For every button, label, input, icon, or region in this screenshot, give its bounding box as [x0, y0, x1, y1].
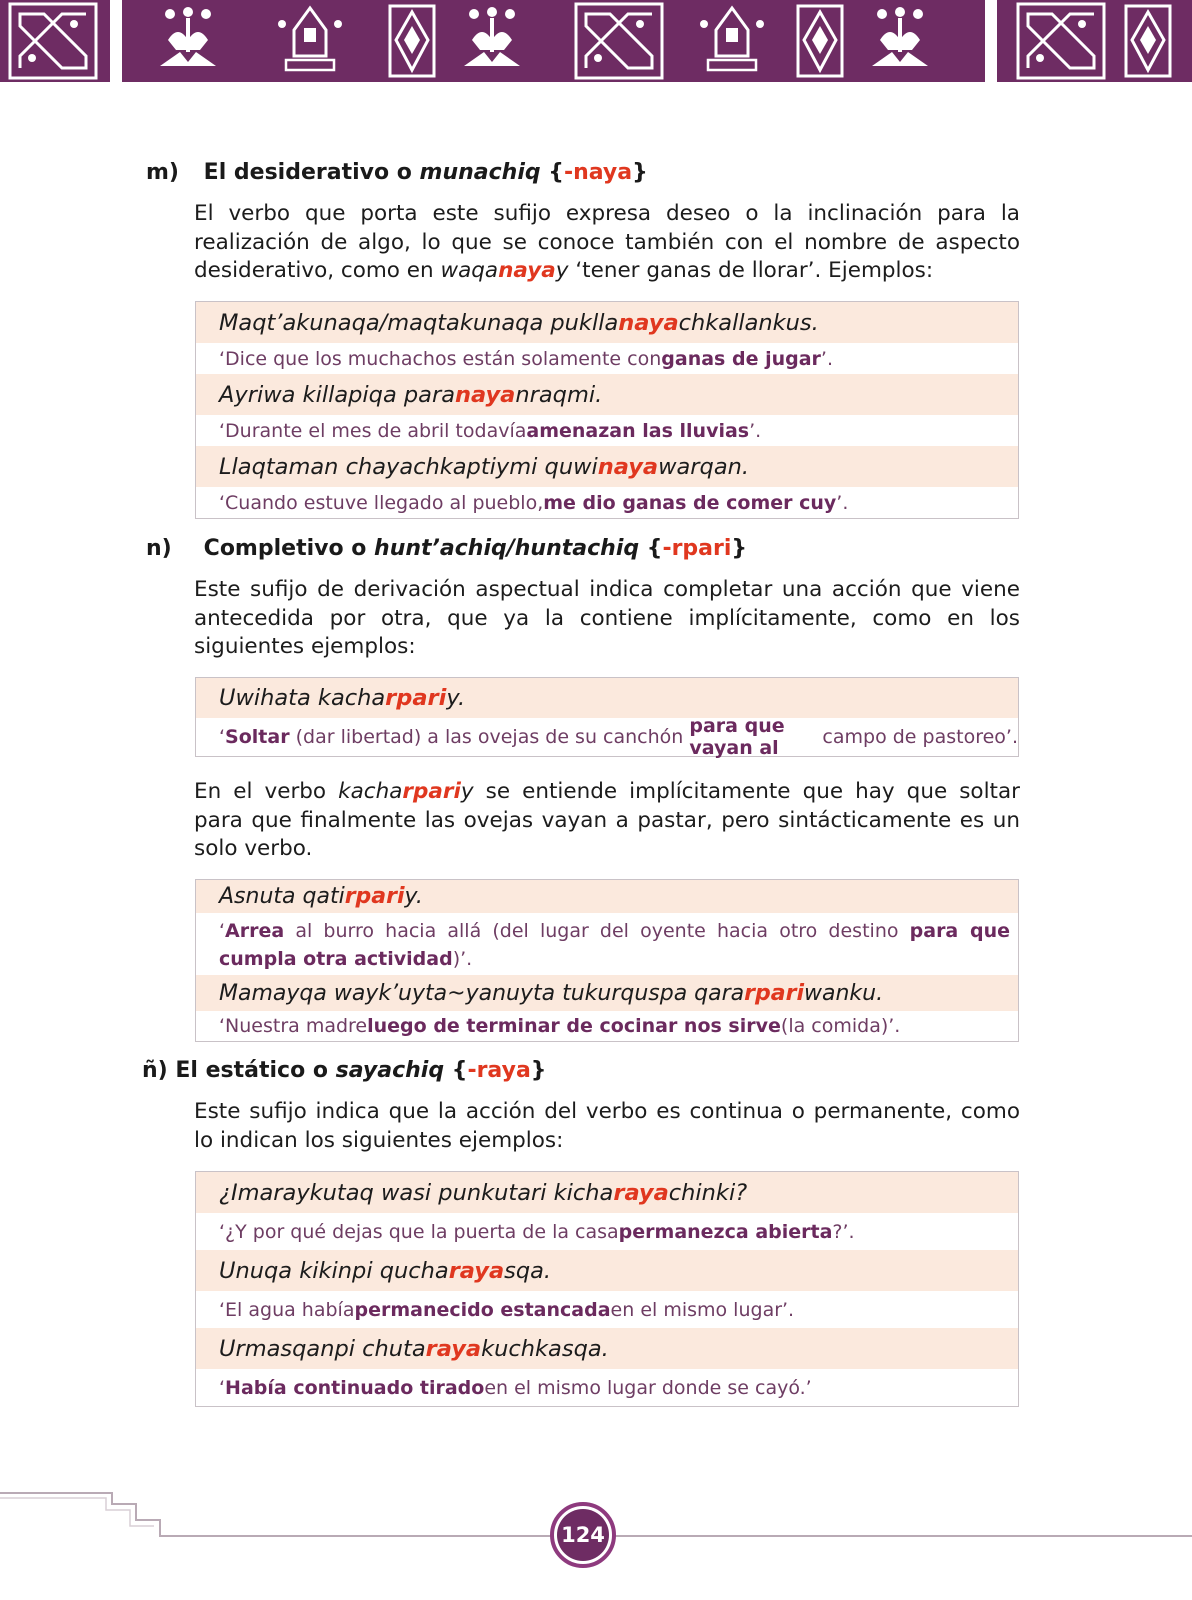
andean-textile-pattern-icon: [0, 0, 1192, 82]
translation-text: ‘¿Y por qué dejas que la puerta de la casa: [219, 1220, 619, 1243]
section-n-paragraph-2: [194, 778, 1020, 864]
translation-text: ‘Cuando estuve llegado al pueblo,: [219, 491, 544, 514]
quechua-text: Mamayqa wayk’uyta~yanuyta tukurquspa qara: [219, 980, 745, 1006]
quechua-text: Llaqtaman chayachkaptiymi quwi: [219, 453, 598, 480]
suffix-highlight: raya: [425, 1335, 482, 1362]
section-m-heading: [146, 160, 648, 185]
example-translation: [196, 343, 1018, 374]
quechua-text: wanku.: [804, 980, 884, 1006]
quechua-text: kuchkasqa.: [481, 1335, 609, 1362]
example-translation: [196, 715, 1018, 759]
translation-text: ‘: [219, 920, 226, 942]
example-quechua: [196, 1328, 1018, 1369]
page-number-badge: [550, 1502, 616, 1568]
translation-text: ’.: [820, 347, 834, 370]
quechua-text: Unuqa kikinpi qucha: [219, 1257, 449, 1284]
translation-bold: permanezca abierta: [618, 1220, 833, 1243]
example-quechua: [196, 1250, 1018, 1291]
section-title: Completivo o: [203, 536, 367, 561]
example-quechua: [196, 1172, 1018, 1213]
section-label: m): [146, 160, 179, 185]
quechua-text: Asnuta qati: [219, 884, 345, 909]
translation-bold: me dio ganas de comer cuy: [543, 491, 837, 514]
example-translation: [196, 487, 1018, 518]
section-title: El desiderativo o: [203, 160, 412, 185]
section-n-paragraph: Este sufijo de derivación aspectual indica completar una acción que viene antecedida por otra, que ya la contiene implícitamente, como en los siguientes ejemplos:: [194, 577, 1020, 659]
paragraph-text: ‘tener ganas de llorar’. Ejemplos:: [568, 258, 934, 283]
quechua-text: chkallankus.: [678, 309, 819, 336]
translation-text: ‘: [219, 1376, 226, 1399]
suffix-highlight: rpari: [744, 980, 804, 1006]
translation-bold: amenazan las lluvias: [526, 419, 750, 442]
quechua-text: ¿Imaraykutaq wasi punkutari kicha: [219, 1179, 614, 1206]
section-title-quechua: sayachiq: [335, 1058, 445, 1083]
suffix-highlight: naya: [455, 381, 516, 408]
suffix-brace-close: }: [632, 160, 648, 185]
quechua-text: y.: [446, 685, 466, 711]
translation-text: ?’.: [832, 1220, 855, 1243]
suffix-highlight: naya: [498, 258, 556, 283]
example-quechua: [196, 880, 1018, 913]
example-translation: [196, 1011, 1018, 1041]
section-title: El estático o: [175, 1058, 328, 1083]
section-n-heading: [146, 536, 747, 561]
examples-table-ñ: [195, 1171, 1019, 1407]
example-word-end: y: [460, 779, 474, 804]
section-ñ-paragraph: Este sufijo indica que la acción del verbo es continua o permanente, como lo indican los siguientes ejemplos:: [194, 1099, 1020, 1153]
example-quechua: [196, 446, 1018, 487]
suffix-highlight: rpari: [385, 685, 447, 711]
example-translation: [196, 913, 1018, 975]
quechua-text: chinki?: [668, 1179, 748, 1206]
translation-text: (dar libertad) a las ovejas de su canchón: [289, 726, 690, 748]
translation-bold: para que vayan al: [689, 715, 785, 759]
section-label: ñ): [142, 1058, 168, 1083]
translation-text: ‘Durante el mes de abril todavía: [219, 419, 527, 442]
translation-text: en el mismo lugar donde se cayó.’: [484, 1376, 812, 1399]
suffix-highlight: naya: [618, 309, 679, 336]
example-quechua: [196, 678, 1018, 718]
section-ñ-heading: [142, 1058, 546, 1083]
suffix-highlight: naya: [597, 453, 659, 480]
quechua-text: nraqmi.: [515, 381, 603, 408]
section-label: n): [146, 536, 172, 561]
quechua-text: y.: [404, 884, 423, 909]
paragraph-text: se entiende implícitamente que hay que soltar para que finalmente las ovejas vayan a pastar, pero sintácticamente es un solo verbo.: [194, 779, 1020, 861]
translation-text: ‘Nuestra madre: [219, 1015, 368, 1037]
section-title-quechua: munachiq: [419, 160, 541, 185]
translation-text: ‘El agua había: [219, 1298, 355, 1321]
suffix-name: -raya: [467, 1058, 531, 1083]
paragraph-text: En el verbo: [194, 779, 339, 804]
suffix-highlight: rpari: [402, 779, 461, 804]
translation-text: (la comida)’.: [780, 1015, 901, 1037]
example-translation: [196, 1369, 1018, 1406]
examples-table-m: [195, 301, 1019, 519]
section-title-quechua: hunt’achiq/huntachiq: [374, 536, 640, 561]
paragraph-text: El verbo que porta este sufijo expresa deseo o la inclinación para la realización de algo, lo que se conoce también con el nombre de aspecto desiderativo, como en: [194, 201, 1020, 283]
translation-text: ’.: [749, 419, 762, 442]
suffix-name: -rpari: [662, 536, 732, 561]
example-quechua: [196, 975, 1018, 1011]
translation-text: ‘: [219, 726, 226, 748]
quechua-text: Urmasqanpi chuta: [219, 1335, 426, 1362]
example-word: kacha: [338, 779, 403, 804]
suffix-brace-open: {: [548, 160, 564, 185]
examples-table-n2: [195, 879, 1019, 1042]
quechua-text: Ayriwa killapiqa para: [219, 381, 455, 408]
translation-bold: para que cumpla otra actividad: [219, 920, 1010, 970]
header-pattern-band: [0, 0, 1192, 82]
example-quechua: [196, 302, 1018, 343]
translation-bold: ganas de jugar: [661, 347, 821, 370]
suffix-brace-open: {: [646, 536, 663, 561]
example-quechua: [196, 374, 1018, 415]
example-word: waqa: [440, 258, 499, 283]
translation-bold: Había continuado tirado: [225, 1376, 485, 1399]
suffix-brace-open: {: [451, 1058, 468, 1083]
example-translation: [196, 1213, 1018, 1250]
quechua-text: warqan.: [658, 453, 750, 480]
translation-bold: permanecido estancada: [354, 1298, 611, 1321]
suffix-highlight: raya: [448, 1257, 505, 1284]
translation-text: )’.: [452, 948, 473, 970]
suffix-highlight: rpari: [344, 884, 405, 909]
example-word-end: y: [555, 258, 569, 283]
suffix-name: -naya: [563, 160, 633, 185]
translation-text: campo de pastoreo’.: [816, 726, 1018, 748]
page-number: 124: [557, 1509, 609, 1561]
section-m-paragraph: [194, 200, 1020, 286]
quechua-text: sqa.: [504, 1257, 552, 1284]
suffix-brace-close: }: [731, 536, 748, 561]
suffix-brace-close: }: [530, 1058, 547, 1083]
translation-text: ‘Dice que los muchachos están solamente con: [219, 347, 662, 370]
translation-bold: Arrea: [225, 920, 285, 942]
translation-bold: Soltar: [225, 726, 290, 748]
examples-table-n1: [195, 677, 1019, 757]
translation-bold: luego de terminar de cocinar nos sirve: [367, 1015, 781, 1037]
quechua-text: Maqt’akunaqa/maqtakunaqa puklla: [219, 309, 619, 336]
translation-text: ’.: [836, 491, 849, 514]
quechua-text: Uwihata kacha: [219, 685, 386, 711]
translation-text: en el mismo lugar’.: [610, 1298, 795, 1321]
translation-text: al burro hacia allá (del lugar del oyente hacia otro destino: [284, 920, 910, 942]
example-translation: [196, 415, 1018, 446]
suffix-highlight: raya: [613, 1179, 669, 1206]
example-translation: [196, 1291, 1018, 1328]
